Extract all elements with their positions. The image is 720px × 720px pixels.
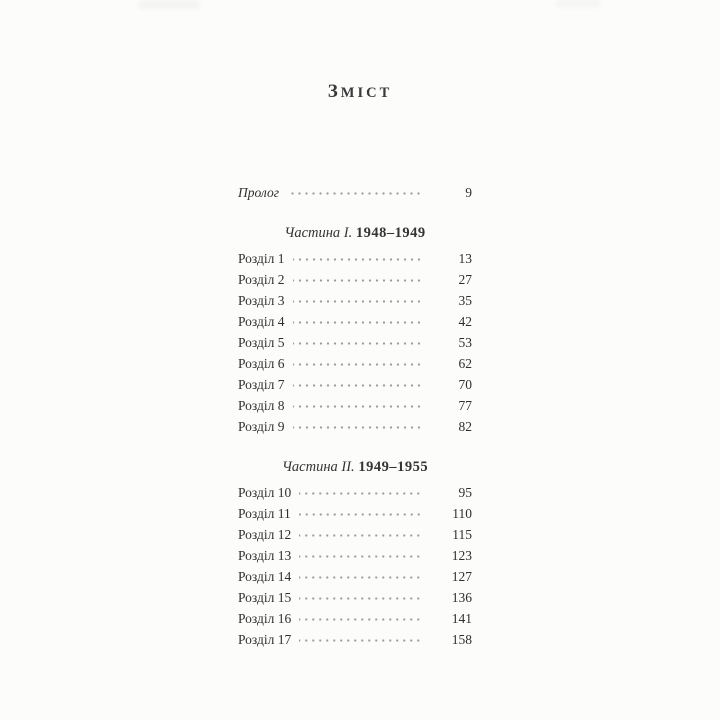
toc-row: [238, 629, 472, 650]
toc-part: [238, 457, 472, 650]
parts-container: [238, 223, 472, 650]
part-heading: [238, 457, 472, 478]
toc-row: [238, 290, 472, 311]
dot-leader: [299, 608, 422, 629]
dot-leader: [293, 374, 423, 395]
chapter-label: Розділ 15: [238, 590, 292, 605]
page-number: 158: [451, 632, 472, 647]
chapter-label: Розділ 3: [238, 293, 285, 308]
toc-row: [238, 566, 472, 587]
page-number: 110: [452, 506, 472, 521]
dot-leader: [299, 629, 422, 650]
page-title: [0, 76, 720, 103]
part-years: 1948–1949: [355, 225, 426, 241]
page-number: 27: [458, 272, 472, 287]
dot-leader: [293, 290, 423, 311]
dot-leader: [299, 482, 422, 503]
page-number: 35: [458, 293, 472, 308]
chapter-label: Розділ 16: [238, 611, 292, 626]
toc-row: [238, 524, 472, 545]
dot-leader: [293, 332, 423, 353]
chapter-label: Розділ 11: [238, 506, 291, 521]
dot-leader: [299, 524, 422, 545]
page-number: 141: [451, 611, 472, 626]
chapter-label: Розділ 12: [238, 527, 292, 542]
part-name: Частина I.: [284, 225, 353, 241]
toc-row: [238, 503, 472, 524]
chapter-label: Розділ 10: [238, 485, 292, 500]
chapter-label: Розділ 7: [238, 377, 285, 392]
page-number: 62: [458, 356, 472, 371]
toc-row: [238, 395, 472, 416]
toc-row: [238, 311, 472, 332]
chapter-label: Розділ 2: [238, 272, 285, 287]
chapter-label: Розділ 4: [238, 314, 285, 329]
scan-artifact: [138, 0, 200, 9]
dot-leader: [293, 353, 423, 374]
dot-leader: [293, 248, 423, 269]
toc-row: [238, 332, 472, 353]
dot-leader: [299, 587, 422, 608]
page-number: 127: [451, 569, 472, 584]
toc-row-prologue: [238, 182, 472, 203]
dot-leader: [299, 566, 422, 587]
page-number: 77: [458, 398, 472, 413]
page-number: 42: [458, 314, 472, 329]
chapter-label: Розділ 6: [238, 356, 285, 371]
chapter-label: Розділ 1: [238, 251, 285, 266]
page-number: 9: [465, 185, 472, 200]
toc-row: [238, 374, 472, 395]
toc-row: [238, 416, 472, 437]
page-number: 123: [451, 548, 472, 563]
page-number: 115: [452, 527, 472, 542]
dot-leader: [293, 416, 423, 437]
chapter-label: Розділ 17: [238, 632, 292, 647]
prologue-label: Пролог: [238, 185, 279, 200]
page-number: 95: [458, 485, 472, 500]
page-number: 82: [458, 419, 472, 434]
toc-row: [238, 269, 472, 290]
toc-row: [238, 482, 472, 503]
title-initial: З: [327, 81, 341, 102]
chapter-label: Розділ 14: [238, 569, 292, 584]
part-years: 1949–1955: [358, 459, 429, 475]
table-of-contents: [238, 182, 472, 650]
toc-row: [238, 248, 472, 269]
toc-part: [238, 223, 472, 437]
page-number: 13: [458, 251, 472, 266]
dot-leader: [299, 545, 422, 566]
dot-leader: [287, 182, 422, 203]
dot-leader: [293, 269, 423, 290]
part-name: Частина II.: [281, 459, 355, 475]
chapter-label: Розділ 8: [238, 398, 285, 413]
dot-leader: [293, 311, 423, 332]
page-number: 53: [458, 335, 472, 350]
chapter-list: [238, 248, 472, 437]
toc-row: [238, 587, 472, 608]
dot-leader: [299, 503, 422, 524]
chapter-label: Розділ 13: [238, 548, 292, 563]
part-heading: [238, 223, 472, 244]
toc-row: [238, 353, 472, 374]
chapter-list: [238, 482, 472, 650]
toc-row: [238, 608, 472, 629]
dot-leader: [293, 395, 423, 416]
page-number: 136: [451, 590, 472, 605]
chapter-label: Розділ 5: [238, 335, 285, 350]
chapter-label: Розділ 9: [238, 419, 285, 434]
scan-artifact: [556, 0, 600, 7]
toc-row: [238, 545, 472, 566]
title-smallcaps: МІСТ: [340, 85, 393, 101]
page-number: 70: [458, 377, 472, 392]
